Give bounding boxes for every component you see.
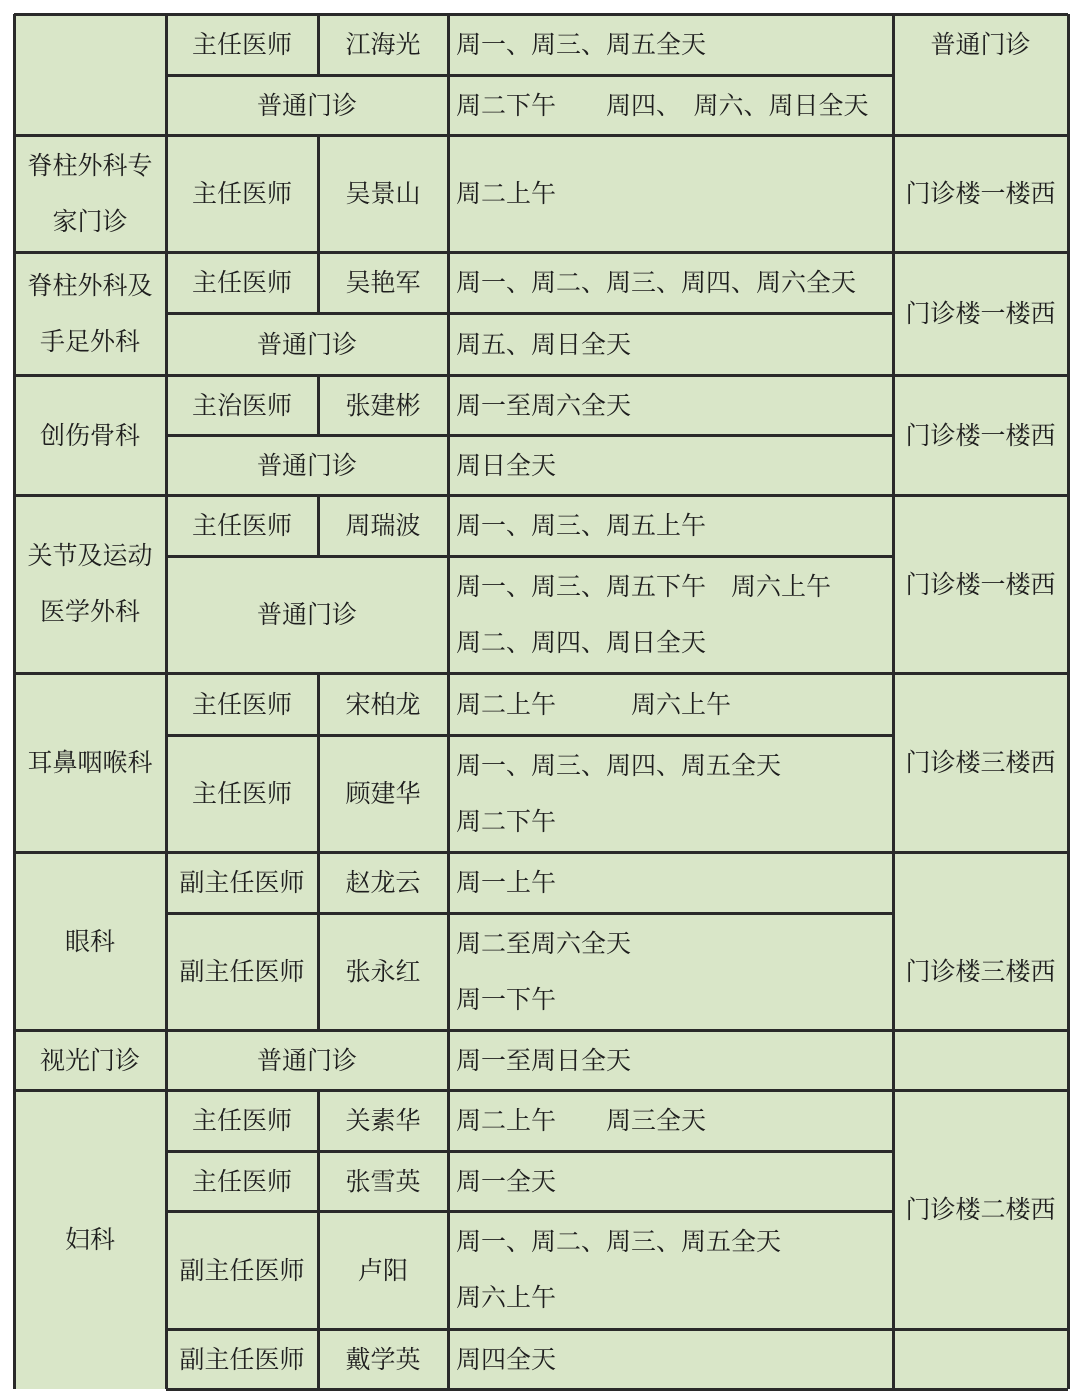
schedule-time-cell xyxy=(448,252,893,313)
schedule-time-cell-text: 周一、周三、周四、周五全天 xyxy=(456,750,782,780)
location-cell-text: 普通门诊 xyxy=(930,30,1031,59)
doctor-title-cell xyxy=(166,375,318,435)
location-cell-text: 门诊楼一楼西 xyxy=(905,299,1056,328)
schedule-time-cell xyxy=(448,1090,893,1151)
schedule-time-cell xyxy=(448,313,893,375)
general-clinic-cell-text: 普通门诊 xyxy=(256,600,357,629)
doctor-name-cell-text: 吴艳军 xyxy=(345,268,421,297)
general-clinic-cell xyxy=(166,1030,448,1090)
schedule-time-cell-text: 周二上午 周六上午 xyxy=(456,689,732,719)
location-cell-text: 门诊楼一楼西 xyxy=(905,179,1056,208)
doctor-name-cell-text: 关素华 xyxy=(345,1106,421,1135)
location-cell xyxy=(893,375,1068,495)
doctor-title-cell xyxy=(166,495,318,556)
location-cell xyxy=(893,135,1068,252)
department-cell xyxy=(14,673,166,852)
doctor-name-cell xyxy=(318,1090,448,1151)
department-cell-text: 手足外科 xyxy=(39,326,140,356)
schedule-time-cell-text: 周一、周三、周五下午 周六上午 xyxy=(456,571,832,601)
location-cell-text: 门诊楼三楼西 xyxy=(905,748,1056,777)
doctor-title-cell-text: 副主任医师 xyxy=(179,1255,305,1285)
schedule-time-cell xyxy=(448,556,893,673)
schedule-time-cell-text: 周一、周二、周三、周五全天 xyxy=(456,1227,782,1256)
general-clinic-cell xyxy=(166,313,448,375)
doctor-name-cell-text: 吴景山 xyxy=(345,179,421,208)
department-cell-text: 视光门诊 xyxy=(39,1045,140,1075)
schedule-time-cell xyxy=(448,1151,893,1211)
doctor-title-cell-text: 主任医师 xyxy=(191,179,292,208)
schedule-time-cell xyxy=(448,913,893,1030)
schedule-time-cell xyxy=(448,14,893,75)
schedule-time-cell-text: 周一、周三、周五全天 xyxy=(456,30,707,59)
general-clinic-cell xyxy=(166,75,448,135)
schedule-time-cell-text: 周五、周日全天 xyxy=(456,329,632,359)
schedule-time-cell-text: 周一上午 xyxy=(456,868,557,897)
doctor-title-cell xyxy=(166,1211,318,1329)
doctor-name-cell-text: 宋柏龙 xyxy=(345,689,421,719)
schedule-time-cell-text: 周一至周六全天 xyxy=(456,390,632,420)
general-clinic-cell-text: 普通门诊 xyxy=(256,1045,357,1075)
doctor-title-cell-text: 主任医师 xyxy=(191,1166,292,1196)
location-cell-text: 门诊楼一楼西 xyxy=(905,420,1056,450)
doctor-name-cell-text: 张雪英 xyxy=(345,1166,421,1196)
doctor-title-cell xyxy=(166,852,318,913)
doctor-title-cell xyxy=(166,135,318,252)
doctor-name-cell xyxy=(318,135,448,252)
general-clinic-cell xyxy=(166,556,448,673)
department-cell xyxy=(14,1030,166,1090)
department-cell xyxy=(14,495,166,673)
location-cell xyxy=(893,252,1068,375)
schedule-time-cell-text: 周二下午 周四、 周六、周日全天 xyxy=(456,90,869,120)
schedule-time-cell-text: 周二上午 xyxy=(456,179,557,208)
doctor-title-cell xyxy=(166,913,318,1030)
doctor-name-cell-text: 周瑞波 xyxy=(345,511,421,540)
department-cell-text: 妇科 xyxy=(64,1225,115,1254)
department-cell-text: 眼科 xyxy=(64,926,115,956)
doctor-name-cell-text: 赵龙云 xyxy=(345,868,421,897)
doctor-title-cell xyxy=(166,1090,318,1151)
general-clinic-cell xyxy=(166,435,448,495)
schedule-time-cell xyxy=(448,735,893,852)
department-cell-text: 家门诊 xyxy=(52,206,128,236)
doctor-title-cell-text: 副主任医师 xyxy=(179,868,305,897)
doctor-title-cell-text: 主任医师 xyxy=(191,268,292,297)
schedule-time-cell xyxy=(448,435,893,495)
schedule-time-cell xyxy=(448,1211,893,1329)
doctor-name-cell-text: 张建彬 xyxy=(345,390,421,420)
schedule-time-cell-text: 周一下午 xyxy=(456,984,557,1014)
doctor-name-cell-text: 顾建华 xyxy=(345,779,421,808)
department-cell xyxy=(14,1090,166,1389)
doctor-title-cell xyxy=(166,252,318,313)
schedule-time-cell-text: 周日全天 xyxy=(456,450,557,480)
doctor-name-cell xyxy=(318,673,448,735)
schedule-time-cell-text: 周二、周四、周日全天 xyxy=(456,627,707,657)
doctor-name-cell-text: 江海光 xyxy=(345,30,421,59)
doctor-name-cell xyxy=(318,1211,448,1329)
doctor-title-cell-text: 主任医师 xyxy=(191,689,292,719)
doctor-title-cell-text: 主治医师 xyxy=(191,390,292,420)
doctor-title-cell xyxy=(166,1151,318,1211)
schedule-time-cell-text: 周一、周二、周三、周四、周六全天 xyxy=(456,268,857,297)
doctor-title-cell xyxy=(166,14,318,75)
location-cell-text: 门诊楼一楼西 xyxy=(905,569,1056,599)
doctor-title-cell-text: 主任医师 xyxy=(191,779,292,808)
department-cell-text: 创伤骨科 xyxy=(39,420,140,450)
location-cell xyxy=(893,1090,1068,1329)
doctor-title-cell-text: 主任医师 xyxy=(191,511,292,540)
schedule-time-cell xyxy=(448,1030,893,1090)
department-cell-text: 脊柱外科及 xyxy=(27,270,153,300)
doctor-title-cell-text: 主任医师 xyxy=(191,30,292,59)
schedule-time-cell-text: 周六上午 xyxy=(456,1283,557,1312)
doctor-title-cell xyxy=(166,673,318,735)
doctor-title-cell xyxy=(166,735,318,852)
doctor-name-cell xyxy=(318,1329,448,1389)
general-clinic-cell-text: 普通门诊 xyxy=(256,450,357,480)
schedule-time-cell xyxy=(448,135,893,252)
doctor-title-cell-text: 主任医师 xyxy=(191,1106,292,1135)
department-cell-text: 医学外科 xyxy=(39,597,140,626)
schedule-time-cell-text: 周二上午 周三全天 xyxy=(456,1106,707,1135)
doctor-name-cell xyxy=(318,252,448,313)
doctor-name-cell xyxy=(318,375,448,435)
doctor-name-cell-text: 张永红 xyxy=(345,957,421,986)
department-cell-text: 脊柱外科专 xyxy=(27,150,153,180)
doctor-name-cell xyxy=(318,1151,448,1211)
schedule-time-cell xyxy=(448,852,893,913)
location-cell-text: 门诊楼三楼西 xyxy=(905,956,1056,986)
doctor-title-cell-text: 副主任医师 xyxy=(179,957,305,986)
schedule-time-cell xyxy=(448,375,893,435)
schedule-time-cell-text: 周一全天 xyxy=(456,1166,557,1196)
location-cell xyxy=(893,495,1068,673)
schedule-time-cell xyxy=(448,1329,893,1389)
schedule-time-cell-text: 周一、周三、周五上午 xyxy=(456,511,707,540)
location-cell xyxy=(893,852,1068,1090)
doctor-name-cell-text: 戴学英 xyxy=(345,1344,421,1374)
schedule-time-cell-text: 周二下午 xyxy=(456,806,557,836)
department-cell xyxy=(14,252,166,375)
schedule-time-cell-text: 周一至周日全天 xyxy=(456,1045,632,1075)
department-cell xyxy=(14,375,166,495)
doctor-name-cell-text: 卢阳 xyxy=(357,1255,408,1285)
general-clinic-cell-text: 普通门诊 xyxy=(256,90,357,120)
general-clinic-cell-text: 普通门诊 xyxy=(256,329,357,359)
schedule-time-cell-text: 周四全天 xyxy=(456,1344,557,1374)
doctor-name-cell xyxy=(318,913,448,1030)
location-cell xyxy=(893,14,1068,135)
department-cell-text: 耳鼻咽喉科 xyxy=(27,748,153,777)
doctor-title-cell-text: 副主任医师 xyxy=(179,1344,305,1374)
doctor-title-cell xyxy=(166,1329,318,1389)
department-cell xyxy=(14,852,166,1030)
doctor-name-cell xyxy=(318,14,448,75)
doctor-name-cell xyxy=(318,735,448,852)
schedule-time-cell xyxy=(448,673,893,735)
department-cell-text: 关节及运动 xyxy=(27,541,153,570)
doctor-name-cell xyxy=(318,852,448,913)
schedule-time-cell-text: 周二至周六全天 xyxy=(456,928,632,958)
location-cell-text: 门诊楼二楼西 xyxy=(905,1195,1056,1224)
location-cell xyxy=(893,673,1068,852)
department-cell xyxy=(14,135,166,252)
schedule-time-cell xyxy=(448,75,893,135)
doctor-name-cell xyxy=(318,495,448,556)
schedule-time-cell xyxy=(448,495,893,556)
